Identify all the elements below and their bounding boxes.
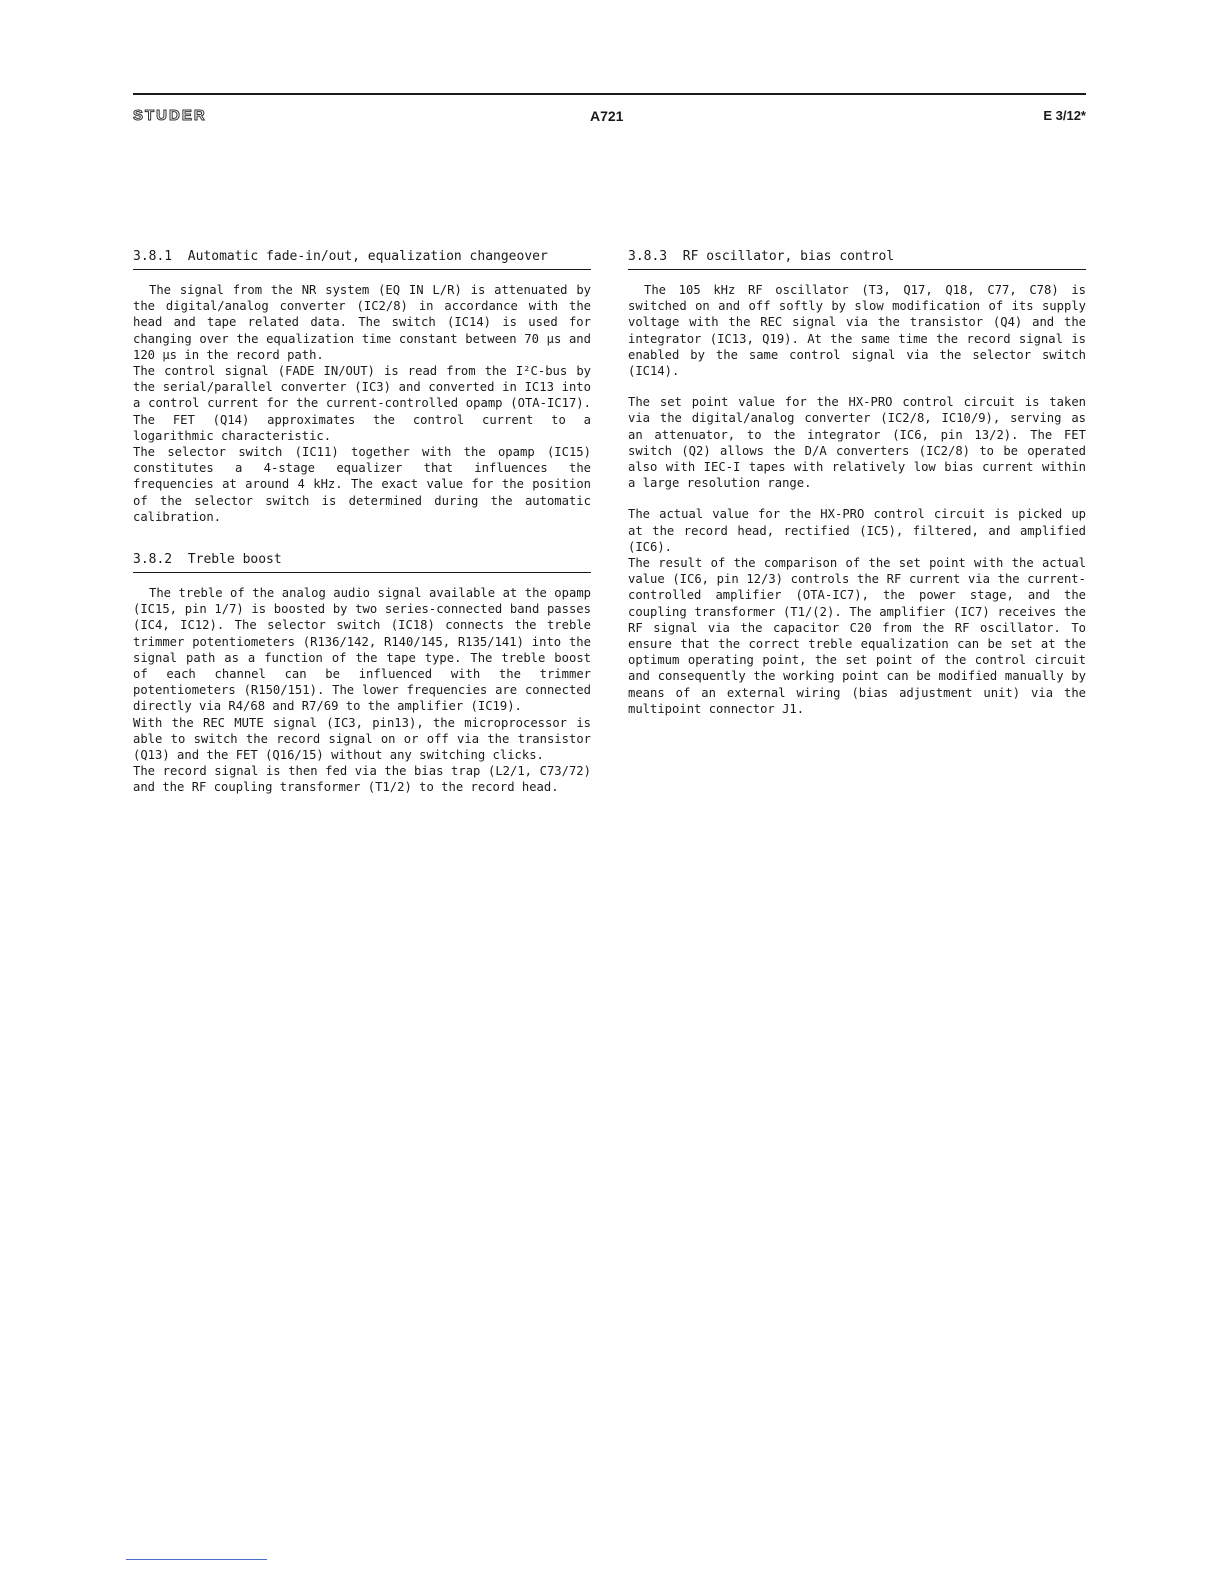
paragraph: The treble of the analog audio signal available at the opamp (IC15, pin 1/7) is boosted by two series-connected band passes (IC4, IC12). The selector switch (IC18) connects the treble trimmer potentiometers (R136/142, R140/145, R135/141) into the signal path as a function of the tape type. The treble boost of each channel can be influenced with the trimmer potentiometers (R150/151). The lower frequencies are connected directly via R4/68 and R7/69 to the amplifier (IC19). [133,586,591,714]
paragraph: The signal from the NR system (EQ IN L/R) is attenuated by the digital/analog converter (IC2/8) in accordance with the head and tape related data. The switch (IC14) is used for changing over the equalization time constant between 70 µs and 120 µs in the record path. [133,283,591,362]
brand-logo: STUDER [133,107,207,124]
paragraph: The control signal (FADE IN/OUT) is read from the I²C-bus by the serial/parallel converter (IC3) and converted in IC13 into a control current for the current-controlled opamp (OTA-IC17). The FET (Q14) approximates the control current to a logarithmic characteristic. [133,364,591,443]
paragraph: The record signal is then fed via the bias trap (L2/1, C73/72) and the RF coupling transformer (T1/2) to the record head. [133,764,591,795]
paragraph: The result of the comparison of the set point with the actual value (IC6, pin 12/3) controls the RF current via the current-controlled amplifier (OTA-IC7), the power stage, and the coupling transformer (T1/(2). The amplifier (IC7) receives the RF signal via the capacitor C20 from the RF oscillator. To ensure that the correct treble equalization can be set at the optimum operating point, the set point of the control circuit and consequently the working point can be modified manually by means of an external wiring (bias adjustment unit) via the multipoint connector J1. [628,556,1086,716]
page-number: E 3/12* [1043,108,1086,123]
section-title-3-8-2: 3.8.2 Treble boost [133,551,591,573]
section-title-3-8-1: 3.8.1 Automatic fade-in/out, equalization changeover [133,248,591,270]
header-rule [133,93,1086,95]
paragraph: The set point value for the HX-PRO control circuit is taken via the digital/analog converter (IC2/8, IC10/9), serving as an attenuator, to the integrator (IC6, pin 13/2). The FET switch (Q2) allows the D/A converters (IC2/8) to be operated also with IEC-I tapes with relatively low bias current within a large resolution range. [628,395,1086,491]
section-title-3-8-3: 3.8.3 RF oscillator, bias control [628,248,1086,270]
paragraph: The selector switch (IC11) together with the opamp (IC15) constitutes a 4-stage equalizer that influences the frequencies at around 4 kHz. The exact value for the position of the selector switch is determined during the automatic calibration. [133,445,591,524]
paragraph: With the REC MUTE signal (IC3, pin13), the microprocessor is able to switch the record signal on or off via the transistor (Q13) and the FET (Q16/15) without any switching clicks. [133,715,591,763]
model-number: A721 [590,108,624,124]
paragraph: The actual value for the HX-PRO control circuit is picked up at the record head, rectified (IC5), filtered, and amplified (IC6). [628,507,1086,554]
footnote-rule [126,1559,267,1560]
paragraph: The 105 kHz RF oscillator (T3, Q17, Q18, C77, C78) is switched on and off softly by slow modification of its supply voltage with the REC signal via the transistor (Q4) and the integrator (IC13, Q19). At the same time the record signal is enabled by the same control signal via the selector switch (IC14). [628,283,1086,379]
left-column [133,248,591,796]
right-column [628,248,1086,717]
